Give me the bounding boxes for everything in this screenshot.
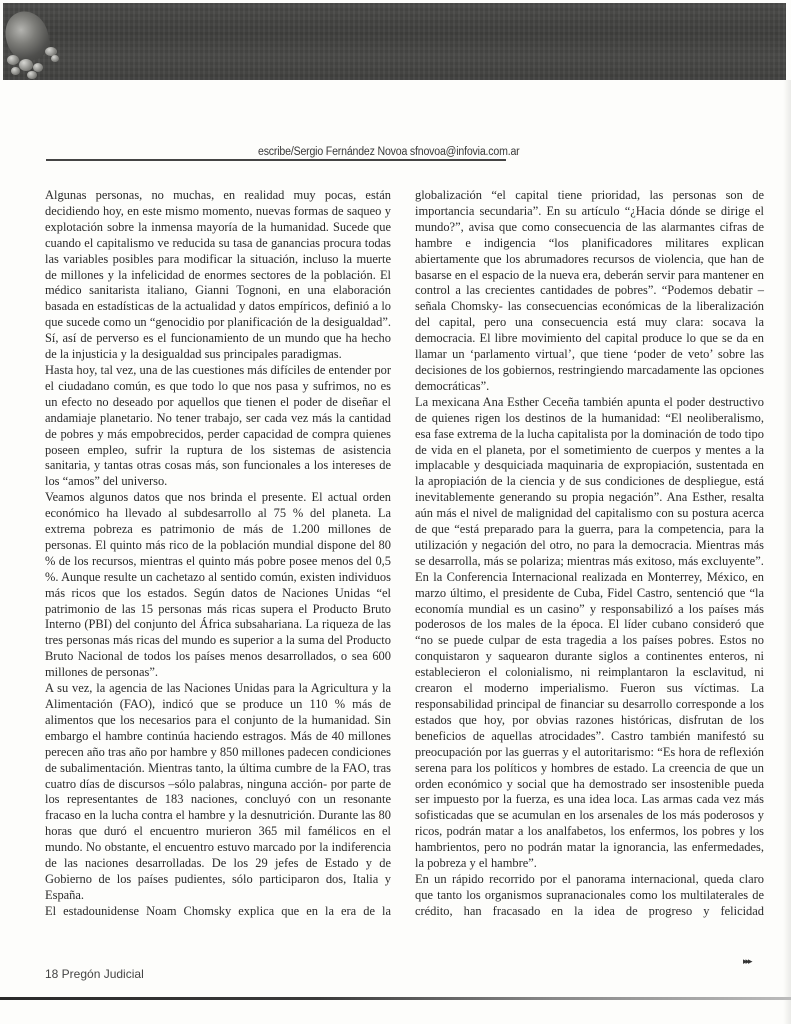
paragraph: La mexicana Ana Esther Ceceña también apunta el poder destructivo de quienes rigen los destinos de la humanidad: “El neoliberalismo, esa fase extrema de la lucha capitalista por la dominación de todo tipo de vida en el planeta, por el sometimiento de cuerpos y mentes a la implacable y desquiciada maquinaria de expropiación, sustentada en la apropiación de la ciencia y de sus condiciones de despliegue, está inevitablemente generando su propia negación”. Ana Esther, resalta aún más el nivel de malignidad del capitalismo con su postura acerca de que “está preparado para la guerra, para la competencia, para la utilización y negación del otro, no para la democracia. Mientras más se desarrolla, más se polariza; mientras más exitoso, más excluyente”. — [415, 394, 764, 568]
paragraph: A su vez, la agencia de las Naciones Unidas para la Agricultura y la Alimentación (FAO), indicó que se produce un 110 % más de alimentos que los necesarios para el conjunto de la humanidad. Sin embargo el hambre continúa haciendo estragos. Más de 40 millones perecen año tras año por hambre y 850 millones padecen condiciones de subalimentación. Mientras tanto, la última cumbre de la FAO, tras cuatro días de discursos –sólo palabras, ninguna acción- por parte de los representantes de 183 naciones, concluyó con un resonante fracaso en la lucha contra el hambre y la desnutrición. Durante las 80 horas que duró el encuentro murieron 365 mil famélicos en el mundo. No obstante, el encuentro estuvo marcado por la indiferencia de las naciones desarrolladas. De los 29 jefes de Estado y de Gobierno de los países pudientes, sólo participaron dos, Italia y España. — [45, 681, 391, 902]
paragraph: En la Conferencia Internacional realizada en Monterrey, México, en marzo último, el presidente de Cuba, Fidel Castro, sentenció que “la economía mundial es un casino” y responsabilizó a los países más poderosos de los males de la época. El líder cubano consideró que “no se puede culpar de esta tragedia a los países pobres. Estos no conquistaron y saquearon durante siglos a continentes enteros, ni establecieron el colonialismo, ni reimplantaron la esclavitud, ni crearon el moderno imperialismo. Fueron sus víctimas. La responsabilidad principal de financiar su desarrollo corresponde a los estados que hoy, por obvias razones históricas, disfrutan de los beneficios de aquellas atrocidades”. Castro también manifestó su preocupación por las guerras y el autoritarismo: “Es hora de reflexión serena para los políticos y hombres de estado. La creencia de que un orden económico y social que ha demostrado ser insostenible pueda ser impuesto por la fuerza, es una idea loca. Las armas cada vez más sofisticadas que se acumulan en los arsenales de los más poderosos y ricos, podrán matar a los analfabetos, los enfermos, los pobres y los hambrientos, pero no podrán matar la ignorancia, las enfermedades, la pobreza y el hambre”. — [415, 569, 764, 871]
page-folio: 18 Pregón Judicial — [45, 967, 144, 981]
article-column-left — [45, 188, 391, 920]
paragraph: En un rápido recorrido por el panorama internacional, queda claro que tanto los organismos supranacionales como los multilaterales de crédito, han fracasado en la idea de progreso y felicidad — [415, 871, 764, 918]
banner-texture — [3, 3, 786, 80]
paragraph: Algunas personas, no muchas, en realidad muy pocas, están decidiendo hoy, en este mismo momento, nuevas formas de saqueo y explotación sobre la inmensa mayoría de la humanidad. Sucede que cuando el capitalismo ve reducida su tasa de ganancias procura todas las variables posibles para modificar la situación, incluso la muerte de millones y la infelicidad de enormes sectores de la población. El médico sanitarista italiano, Gianni Tognoni, en una elaboración basada en estadísticas de la actualidad y datos empíricos, definió a lo que sucede como un “genocidio por planificación de la desigualdad”. Sí, así de perverso es el funcionamiento de un mundo que ha hecho de la injusticia y la desigualdad sus principales paradigmas. — [45, 188, 391, 362]
article-column-right — [415, 188, 764, 920]
paragraph: Veamos algunos datos que nos brinda el presente. El actual orden económico ha llevado al subdesarrollo al 75 % del planeta. La extrema pobreza es patrimonio de más de 1.200 millones de personas. El quinto más rico de la población mundial dispone del 80 % de los recursos, mientras el quinto más pobre posee menos del 0,5 %. Aunque resulte un cachetazo al sentido común, existen individuos más ricos que los estados. Según datos de Naciones Unidas “el patrimonio de las 15 personas más ricas supera el Producto Bruto Interno (PBI) del conjunto del África subsahariana. La riqueza de las tres personas más ricas del mundo es superior a la suma del Producto Bruto Nacional de todos los países menos desarrollados, o sea 600 millones de personas”. — [45, 490, 391, 680]
continue-arrows-icon: ▸▸▸ — [743, 956, 751, 966]
paragraph: globalización “el capital tiene prioridad, las personas son de importancia secundaria”. En su artículo “¿Hacia dónde se dirige el mundo?”, avisa que como consecuencia de las alarmantes cifras de hambre e indigencia “los planificadores militares explican abiertamente que los abrumadores recursos de violencia, que han de basarse en el espacio de la nueva era, deberán servir para mantener en control a las crecientes cantidades de pobres”. “Podemos debatir –señala Chomsky- las consecuencias económicas de la liberalización del capital, pero una consecuencia está muy clara: socava la democracia. El libre movimiento del capital produce lo que se da en llamar un ‘parlamento virtual’, que tiene ‘poder de veto’ sobre las decisiones de los gobiernos, restringiendo marcadamente las opciones democráticas”. — [415, 188, 764, 393]
page-edge-shadow — [783, 80, 791, 1024]
stones-image — [5, 41, 65, 80]
header-banner — [3, 3, 786, 80]
byline-rule — [46, 159, 506, 161]
footer-rule — [0, 997, 791, 1000]
paragraph: El estadounidense Noam Chomsky explica que en la era de la — [45, 903, 391, 918]
byline: escribe/Sergio Fernández Novoa sfnovoa@infovia.com.ar — [258, 146, 520, 158]
paragraph: Hasta hoy, tal vez, una de las cuestiones más difíciles de entender por el ciudadano común, es que todo lo que nos pasa y sufrimos, no es un efecto no deseado por aquellos que tienen el poder de diseñar el andamiaje planetario. No tener trabajo, ser cada vez más la cantidad de pobres y más empobrecidos, perder capacidad de compra quienes poseen empleo, sufrir la ruptura de los sistemas de asistencia sanitaria, y tantas otras cosas más, son funcionales a los intereses de los “amos” del universo. — [45, 362, 391, 489]
